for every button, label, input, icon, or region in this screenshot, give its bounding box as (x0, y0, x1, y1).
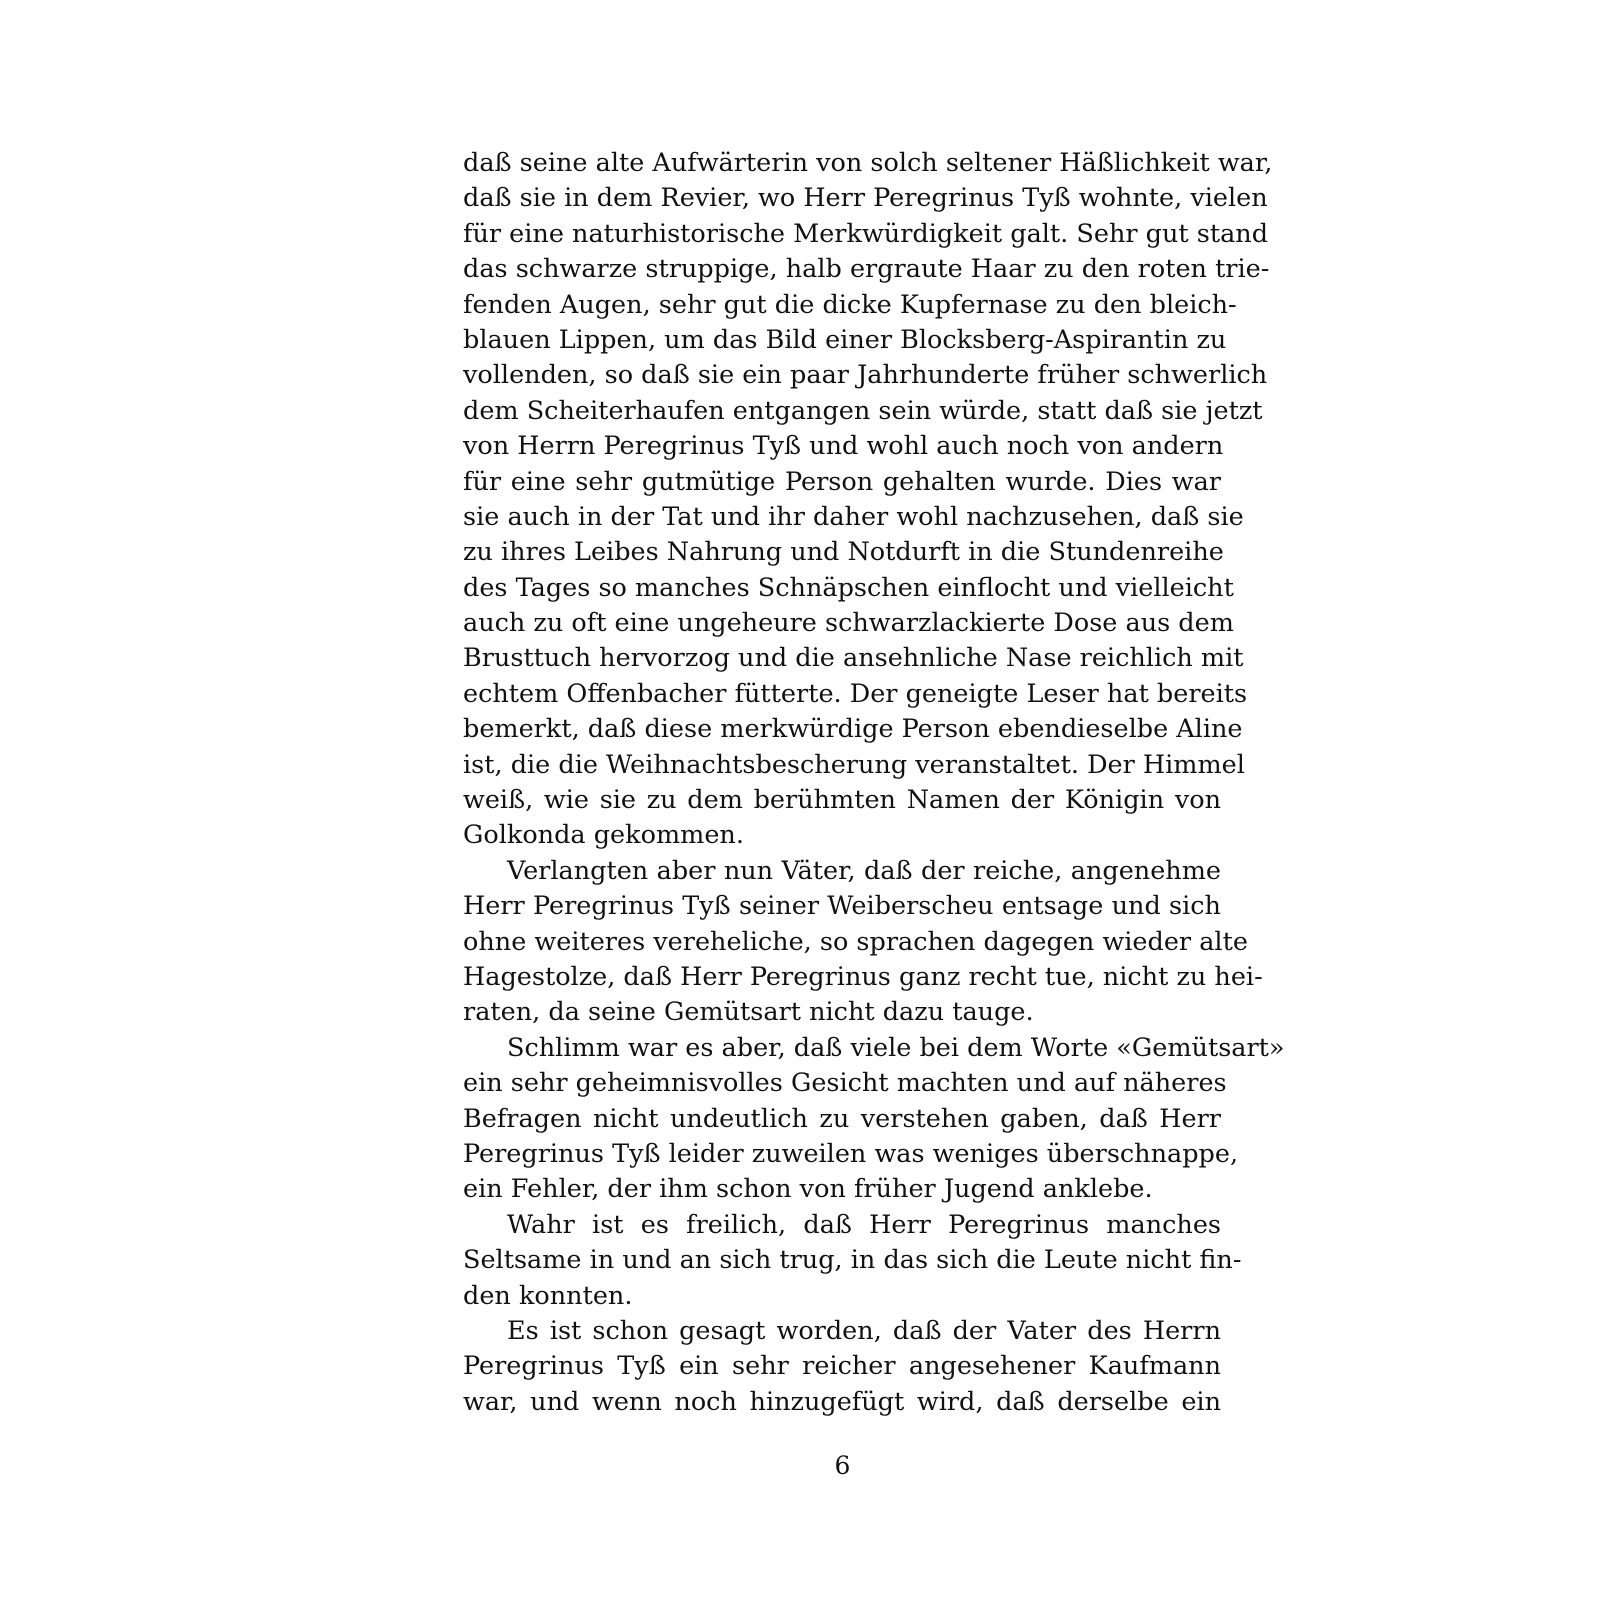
text-line: ist, die die Weihnachtsbescherung veranstaltet. Der Himmel (463, 749, 1245, 780)
text-line: bemerkt, daß diese merkwürdige Person ebendieselbe Aline (463, 714, 1243, 745)
text-line: für eine sehr gutmütige Person gehalten wurde. Dies war (463, 466, 1221, 497)
text-line: Es ist schon gesagt worden, daß der Vater des Herrn (507, 1315, 1221, 1346)
text-line: Verlangten aber nun Väter, daß der reiche, angenehme (507, 855, 1221, 886)
paragraph (463, 1031, 1285, 1208)
text-line: des Tages so manches Schnäpschen einflocht und vielleicht (463, 572, 1234, 603)
text-line: Peregrinus Tyß ein sehr reicher angesehener Kaufmann (463, 1351, 1221, 1382)
text-line: Schlimm war es aber, daß viele bei dem Worte «Gemütsart» (507, 1032, 1285, 1063)
text-line: daß seine alte Aufwärterin von solch seltener Häßlichkeit war, (463, 148, 1273, 178)
text-line: das schwarze struppige, halb ergraute Haar zu den roten trie- (463, 254, 1270, 285)
body-text (463, 146, 1285, 1420)
text-line: blauen Lippen, um das Bild einer Blocksberg-Aspirantin zu (463, 324, 1227, 355)
paragraph (463, 1314, 1221, 1420)
text-line: ohne weiteres vereheliche, so sprachen dagegen wieder alte (463, 926, 1248, 957)
text-line: den konnten. (463, 1280, 633, 1311)
text-line: für eine naturhistorische Merkwürdigkeit galt. Sehr gut stand (463, 218, 1269, 249)
text-line: weiß, wie sie zu dem berühmten Namen der Königin von (463, 785, 1221, 816)
text-line: vollenden, so daß sie ein paar Jahrhunderte früher schwerlich (463, 360, 1268, 391)
paragraph (463, 854, 1263, 1031)
text-line: Golkonda gekommen. (463, 820, 744, 851)
text-line: zu ihres Leibes Nahrung und Notdurft in die Stundenreihe (463, 537, 1224, 568)
text-line: Hagestolze, daß Herr Peregrinus ganz recht tue, nicht zu hei- (463, 961, 1263, 992)
text-line: Seltsame in und an sich trug, in das sich die Leute nicht fin- (463, 1245, 1242, 1276)
paragraph (463, 1208, 1242, 1314)
text-line: dem Scheiterhaufen entgangen sein würde, statt daß sie jetzt (463, 395, 1263, 426)
text-line: von Herrn Peregrinus Tyß und wohl auch noch von andern (463, 431, 1224, 462)
text-line: daß sie in dem Revier, wo Herr Peregrinus Tyß wohnte, vielen (463, 183, 1268, 214)
text-line: Peregrinus Tyß leider zuweilen was weniges überschnappe, (463, 1138, 1239, 1169)
page-number: 6 (834, 1451, 851, 1480)
text-line: fenden Augen, sehr gut die dicke Kupfernase zu den bleich- (463, 289, 1237, 320)
text-line: sie auch in der Tat und ihr daher wohl nachzusehen, daß sie (463, 501, 1244, 532)
paragraph (463, 146, 1273, 854)
text-line: war, und wenn noch hinzugefügt wird, daß derselbe ein (463, 1386, 1221, 1417)
text-line: ein sehr geheimnisvolles Gesicht machten und auf näheres (463, 1068, 1227, 1099)
text-line: Wahr ist es freilich, daß Herr Peregrinus manches (507, 1209, 1221, 1240)
text-line: auch zu oft eine ungeheure schwarzlackierte Dose aus dem (463, 608, 1234, 639)
text-line: Befragen nicht undeutlich zu verstehen gaben, daß Herr (463, 1103, 1221, 1134)
text-line: Herr Peregrinus Tyß seiner Weiberscheu entsage und sich (463, 891, 1221, 922)
text-line: echtem Offenbacher fütterte. Der geneigte Leser hat bereits (463, 678, 1248, 709)
text-line: raten, da seine Gemütsart nicht dazu tauge. (463, 997, 1034, 1028)
text-line: Brusttuch hervorzog und die ansehnliche Nase reichlich mit (463, 643, 1244, 674)
text-line: ein Fehler, der ihm schon von früher Jugend anklebe. (463, 1174, 1153, 1205)
